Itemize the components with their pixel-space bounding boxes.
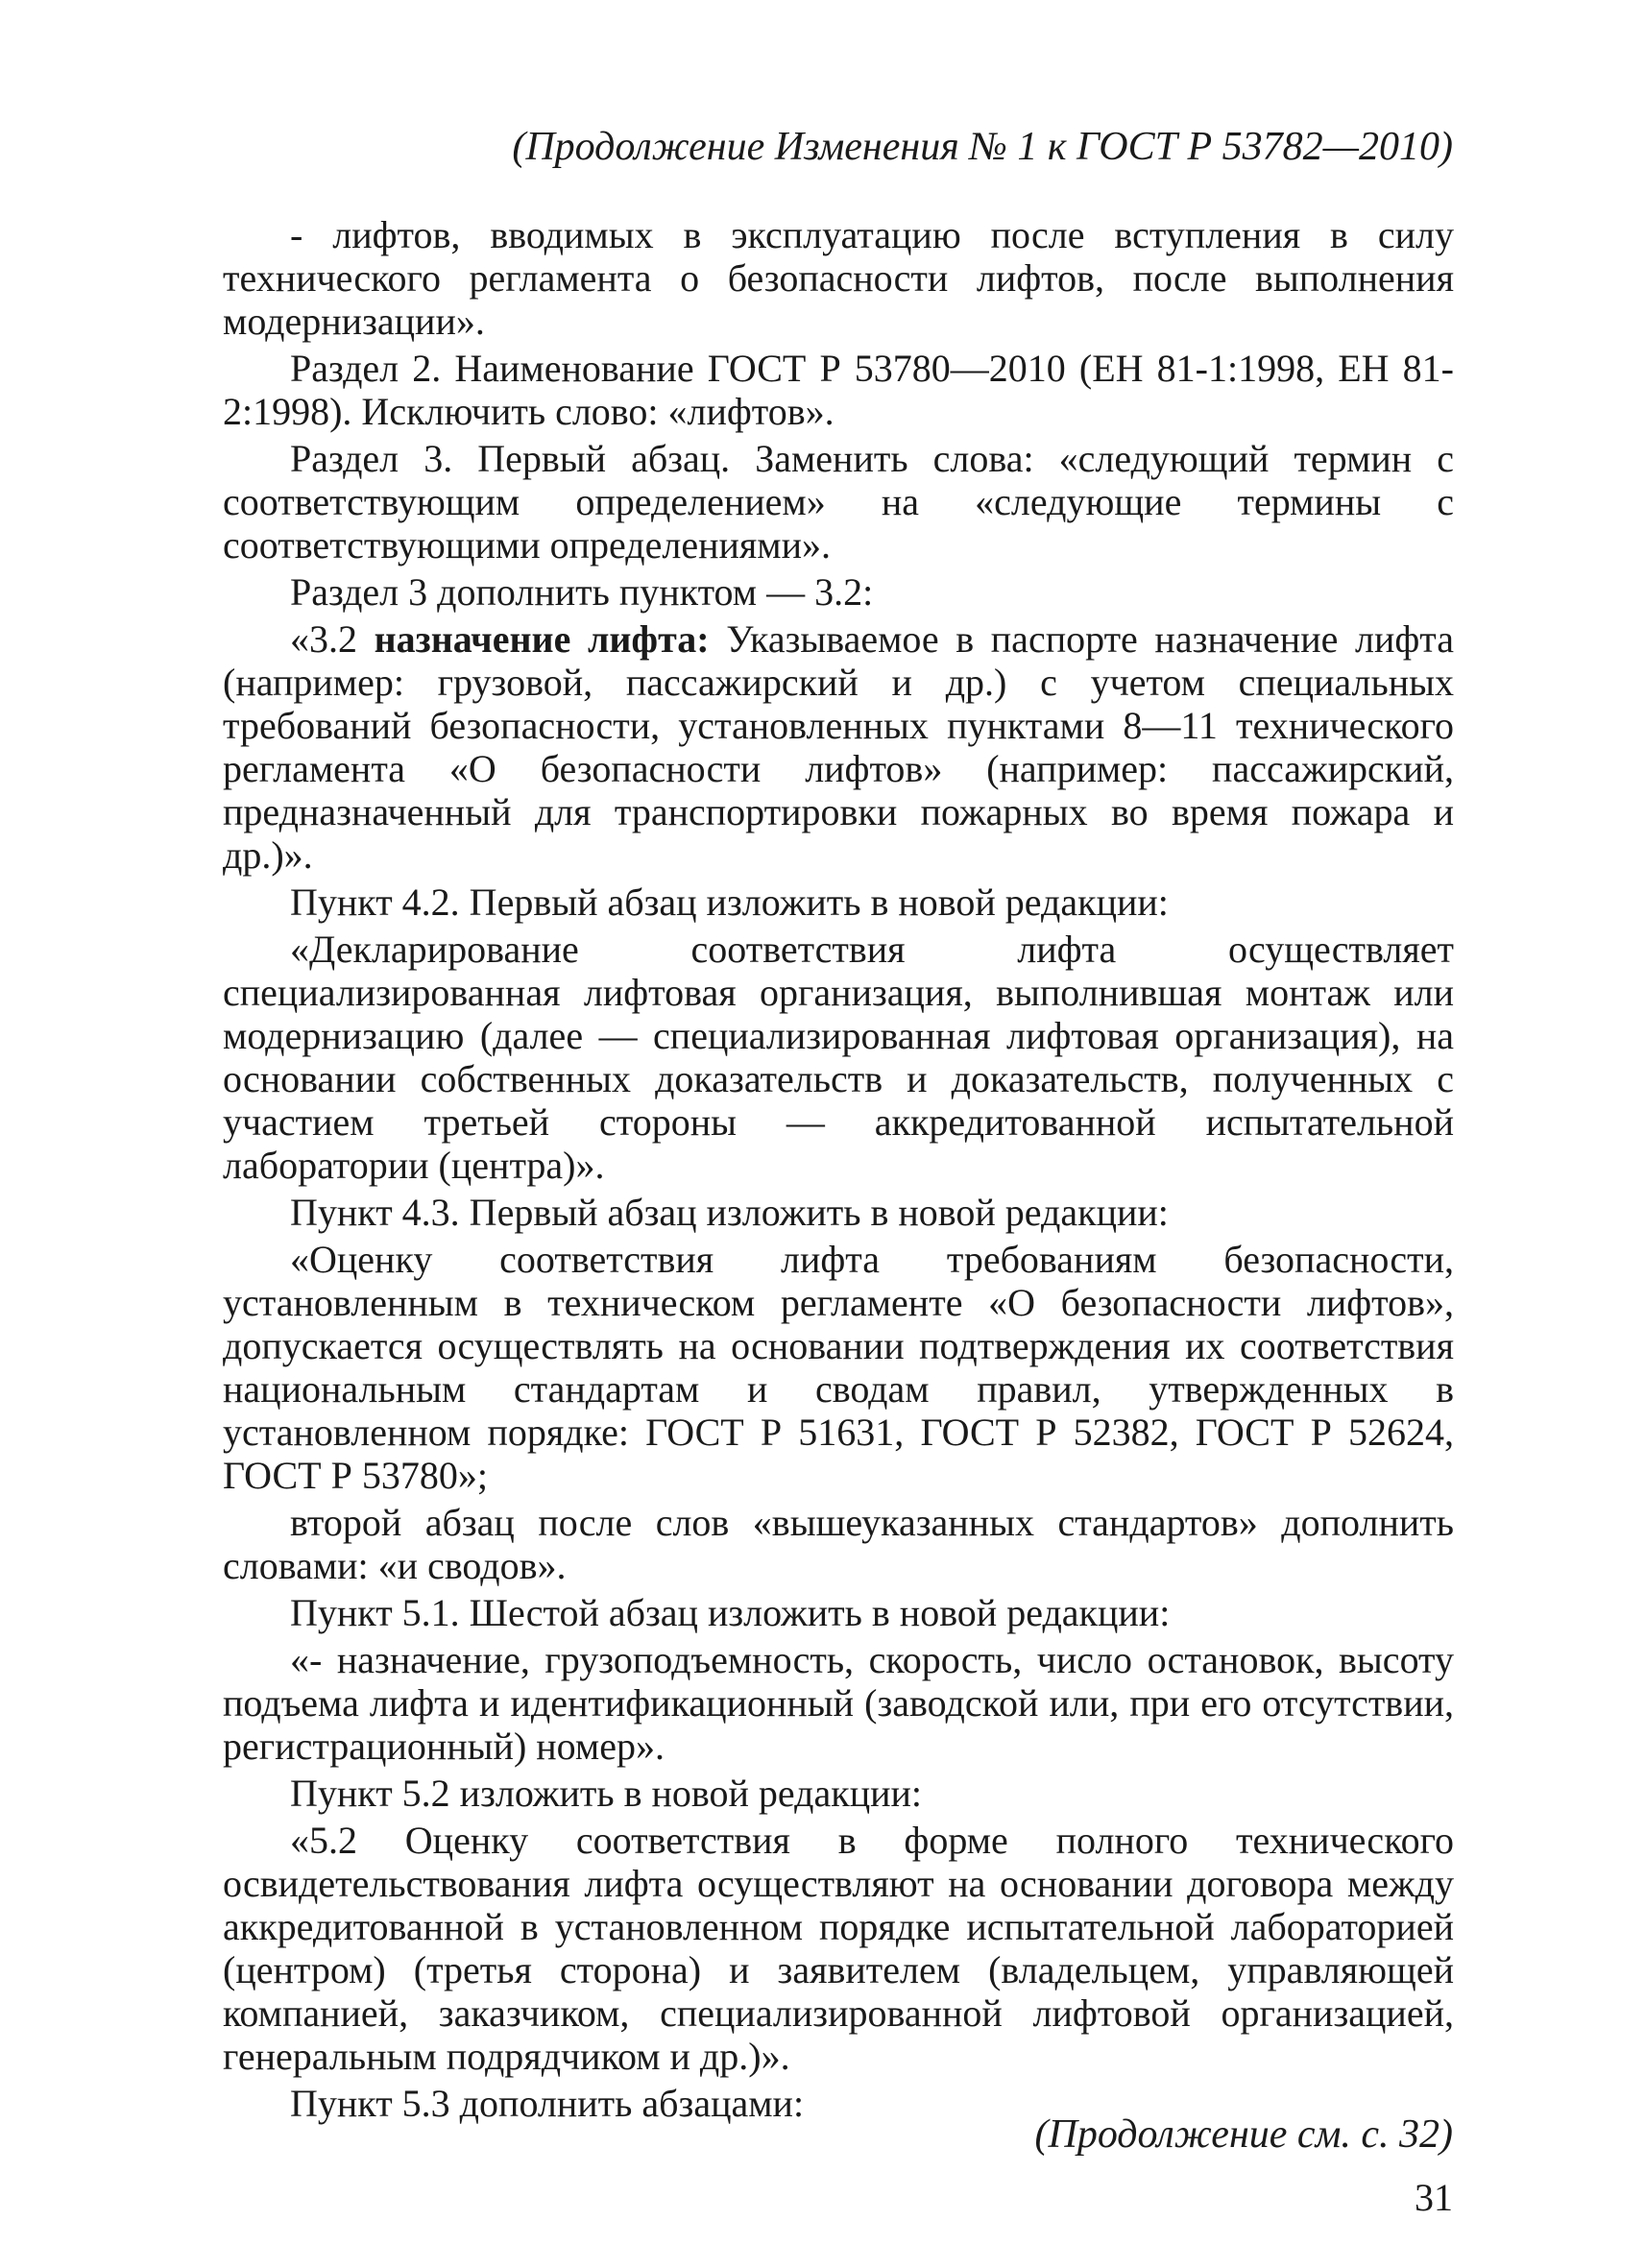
paragraph: Раздел 2. Наименование ГОСТ Р 53780—2010 (ЕН 81-1:1998, ЕН 81-2:1998). Исключить слово: «лифтов». [223,347,1454,433]
running-header: (Продолжение Изменения № 1 к ГОСТ Р 53782—2010) [512,125,1453,169]
continuation-note: (Продолжение см. с. 32) [1034,2112,1453,2157]
paragraph: - лифтов, вводимых в эксплуатацию после вступления в силу технического регламента о безопасности лифтов, после выполнения модернизации». [223,213,1454,343]
term-definition: Указываемое в паспорте назначение лифта (например: грузовой, пассажирский и др.) с учетом специальных требований безопасности, установленных пунктами 8—11 технического регламента «О безопасности лифтов» (например: пассажирский, предназначенный для транспортировки пожарных во время пожара и др.)». [223,617,1454,877]
paragraph: второй абзац после слов «вышеуказанных стандартов» дополнить словами: «и сводов». [223,1501,1454,1587]
paragraph: Пункт 4.3. Первый абзац изложить в новой редакции: [290,1191,1169,1234]
paragraph: Пункт 5.2 изложить в новой редакции: [290,1772,923,1815]
term-name: назначение лифта: [374,617,710,661]
paragraph: Пункт 5.3 дополнить абзацами: [290,2082,805,2125]
paragraph: «5.2 Оценку соответствия в форме полного технического освидетельствования лифта осуществляют на основании договора между аккредитованной в установленном порядке испытательной лабораторией (центром) (третья сторона) и заявителем (владельцем, управляющей компанией, заказчиком, специализированной лифтовой организацией, генеральным подрядчиком и др.)». [223,1819,1454,2078]
paragraph: Пункт 4.2. Первый абзац изложить в новой редакции: [290,881,1169,924]
paragraph-term-definition [223,617,1454,877]
paragraph: «Оценку соответствия лифта требованиям безопасности, установленным в техническом регламенте «О безопасности лифтов», допускается осуществлять на основании подтверждения их соответствия национальным стандартам и сводам правил, утвержденных в установленном порядке: ГОСТ Р 51631, ГОСТ Р 52382, ГОСТ Р 52624, ГОСТ Р 53780»; [223,1238,1454,1497]
paragraph: Раздел 3. Первый абзац. Заменить слова: «следующий термин с соответствующим определением» на «следующие термины с соответствующими определениями». [223,437,1454,567]
term-number: «3.2 [290,617,375,661]
paragraph: «- назначение, грузоподъемность, скорость, число остановок, высоту подъема лифта и идентификационный (заводской или, при его отсутствии, регистрационный) номер». [223,1638,1454,1768]
body-text [223,213,1454,2129]
page-number: 31 [1415,2176,1453,2219]
paragraph: Раздел 3 дополнить пунктом — 3.2: [290,570,874,614]
paragraph: «Декларирование соответствия лифта осуществляет специализированная лифтовая организация, выполнившая монтаж или модернизацию (далее — специализированная лифтовая организация), на основании собственных доказательств и доказательств, полученных с участием третьей стороны — аккредитованной испытательной лаборатории (центра)». [223,928,1454,1187]
paragraph: Пункт 5.1. Шестой абзац изложить в новой редакции: [290,1591,1171,1634]
